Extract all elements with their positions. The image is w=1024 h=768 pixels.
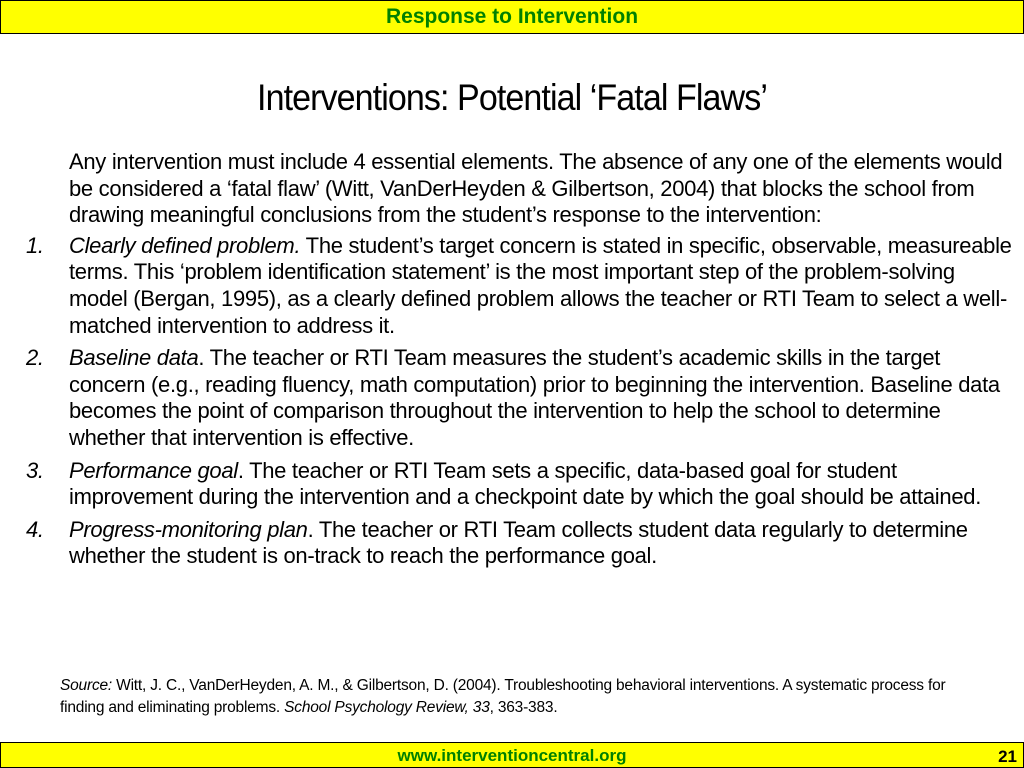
list-item-term: Performance goal: [69, 457, 238, 483]
list-item-4: [18, 517, 1018, 570]
intro-paragraph: Any intervention must include 4 essential elements. The absence of any one of the elements would be considered a ‘fatal flaw’ (Witt, VanDerHeyden & Gilbertson, 2004) that blocks the school from drawing meaningful conclusions from the student’s response to the intervention:: [69, 149, 1003, 228]
list-item-number: 1.: [26, 232, 44, 258]
footer-banner: [0, 742, 1024, 768]
list-item-term: Baseline data: [69, 345, 199, 371]
list-item-term: Clearly defined problem.: [69, 232, 301, 258]
source-text-before: Witt, J. C., VanDerHeyden, A. M., & Gilbertson, D. (2004). Troubleshooting behavioral interventions. A systematic process for finding and eliminating problems.: [60, 677, 946, 716]
list-item-text: . The teacher or RTI Team measures the student’s academic skills in the target concern (e.g., reading fluency, math computation) prior to beginning the intervention. Baseline data becomes the point of comparison throughout the intervention to help the school to determine whether that intervention is effective.: [69, 345, 1000, 450]
footer-url-link[interactable]: www.interventioncentral.org: [397, 746, 627, 765]
list-item-number: 4.: [26, 516, 44, 542]
list-item-text: . The teacher or RTI Team collects student data regularly to determine whether the student is on-track to reach the performance goal.: [69, 516, 968, 569]
source-text-after: , 363-383.: [489, 699, 558, 716]
page-number: 21: [998, 747, 1017, 766]
list-item-text: The student’s target concern is stated in specific, observable, measureable terms. This ‘problem identification statement’ is the most important step of the problem-solving model (Bergan, 1995), as a clearly defined problem allows the teacher or RTI Team to select a well-matched intervention to address it.: [69, 232, 1012, 338]
list-item-3: [18, 458, 1018, 511]
slide-body: [18, 149, 1018, 576]
source-journal: School Psychology Review, 33: [284, 699, 490, 716]
list-item-1: [18, 233, 1018, 339]
list-item-number: 2.: [26, 345, 44, 371]
list-item-2: [18, 345, 1018, 451]
list-item-number: 3.: [26, 457, 44, 483]
header-banner-title: Response to Intervention: [385, 5, 639, 28]
list-item-term: Progress-monitoring plan: [69, 516, 308, 542]
slide-title: Interventions: Potential ‘Fatal Flaws’: [257, 77, 767, 118]
list-item-text: . The teacher or RTI Team sets a specific, data-based goal for student improvement during the intervention and a checkpoint date by which the goal should be attained.: [69, 457, 982, 510]
header-banner: [0, 0, 1024, 34]
source-citation: [60, 675, 960, 719]
source-label: Source:: [60, 677, 113, 694]
